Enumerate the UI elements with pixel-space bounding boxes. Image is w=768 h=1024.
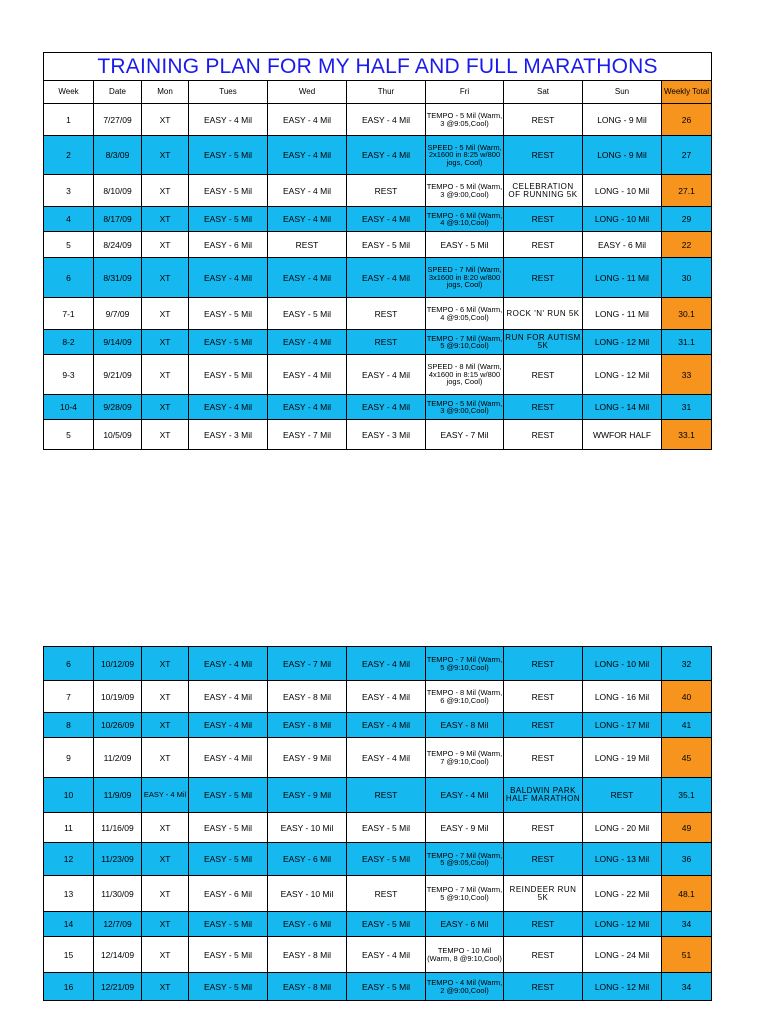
cell-tues: EASY - 6 Mil: [189, 876, 268, 912]
cell-wed: EASY - 4 Mil: [268, 355, 347, 395]
cell-thur: EASY - 4 Mil: [347, 104, 426, 136]
cell-mon: XT: [142, 647, 189, 681]
cell-thur: EASY - 4 Mil: [347, 713, 426, 738]
cell-wed: EASY - 4 Mil: [268, 258, 347, 298]
table-row: [44, 843, 712, 876]
cell-date: 12/21/09: [94, 973, 142, 1001]
cell-sat: REST: [504, 937, 583, 973]
cell-fri: EASY - 6 Mil: [426, 912, 504, 937]
cell-sat: REST: [504, 912, 583, 937]
cell-fri: EASY - 9 Mil: [426, 813, 504, 843]
cell-sat: BALDWIN PARK HALF MARATHON: [504, 778, 583, 813]
cell-week: 12: [44, 843, 94, 876]
cell-weekly-total: 36: [662, 843, 712, 876]
cell-thur: EASY - 5 Mil: [347, 912, 426, 937]
cell-wed: EASY - 4 Mil: [268, 395, 347, 420]
cell-thur: EASY - 4 Mil: [347, 738, 426, 778]
table-row: [44, 258, 712, 298]
cell-date: 10/19/09: [94, 681, 142, 713]
cell-sat: REST: [504, 647, 583, 681]
table-row: [44, 973, 712, 1001]
cell-thur: EASY - 3 Mil: [347, 420, 426, 450]
cell-sat: REST: [504, 813, 583, 843]
cell-wed: EASY - 9 Mil: [268, 738, 347, 778]
cell-tues: EASY - 5 Mil: [189, 330, 268, 355]
cell-mon: XT: [142, 298, 189, 330]
cell-tues: EASY - 4 Mil: [189, 104, 268, 136]
cell-fri: TEMPO - 5 Mil (Warm, 3 @9:05,Cool): [426, 104, 504, 136]
cell-fri: SPEED - 5 Mil (Warm, 2x1600 in 8:25 w/800 jogs, Cool): [426, 136, 504, 175]
cell-week: 10: [44, 778, 94, 813]
cell-sat: REST: [504, 738, 583, 778]
cell-date: 8/17/09: [94, 207, 142, 232]
cell-week: 7: [44, 681, 94, 713]
cell-fri: TEMPO - 7 Mil (Warm, 5 @9:10,Cool): [426, 647, 504, 681]
cell-sat: REST: [504, 713, 583, 738]
cell-fri: TEMPO - 5 Mil (Warm, 3 @9:00,Cool): [426, 175, 504, 207]
cell-mon: XT: [142, 207, 189, 232]
header-sun: Sun: [583, 81, 662, 104]
header-tues: Tues: [189, 81, 268, 104]
cell-mon: XT: [142, 738, 189, 778]
cell-week: 10-4: [44, 395, 94, 420]
header-date: Date: [94, 81, 142, 104]
cell-mon: XT: [142, 330, 189, 355]
cell-wed: EASY - 4 Mil: [268, 104, 347, 136]
cell-mon: XT: [142, 937, 189, 973]
cell-date: 11/30/09: [94, 876, 142, 912]
cell-week: 1: [44, 104, 94, 136]
cell-sun: LONG - 12 Mil: [583, 355, 662, 395]
cell-weekly-total: 41: [662, 713, 712, 738]
cell-fri: TEMPO - 9 Mil (Warm, 7 @9:10,Cool): [426, 738, 504, 778]
cell-sun: LONG - 22 Mil: [583, 876, 662, 912]
cell-tues: EASY - 4 Mil: [189, 713, 268, 738]
cell-week: 2: [44, 136, 94, 175]
cell-thur: EASY - 4 Mil: [347, 647, 426, 681]
cell-tues: EASY - 5 Mil: [189, 912, 268, 937]
table-row: [44, 298, 712, 330]
table-row: [44, 713, 712, 738]
cell-tues: EASY - 5 Mil: [189, 355, 268, 395]
cell-weekly-total: 31: [662, 395, 712, 420]
cell-tues: EASY - 4 Mil: [189, 681, 268, 713]
cell-sun: LONG - 13 Mil: [583, 843, 662, 876]
cell-wed: EASY - 7 Mil: [268, 647, 347, 681]
cell-weekly-total: 34: [662, 973, 712, 1001]
cell-weekly-total: 29: [662, 207, 712, 232]
cell-fri: TEMPO - 4 Mil (Warm, 2 @9:00,Cool): [426, 973, 504, 1001]
cell-thur: REST: [347, 330, 426, 355]
cell-tues: EASY - 4 Mil: [189, 395, 268, 420]
cell-fri: TEMPO - 7 Mil (Warm, 5 @9:10,Cool): [426, 876, 504, 912]
cell-fri: TEMPO - 6 Mil (Warm, 4 @9:10,Cool): [426, 207, 504, 232]
cell-mon: XT: [142, 395, 189, 420]
cell-week: 11: [44, 813, 94, 843]
cell-weekly-total: 40: [662, 681, 712, 713]
cell-sat: REST: [504, 355, 583, 395]
cell-fri: SPEED - 8 Mil (Warm, 4x1600 in 8:15 w/800 jogs, Cool): [426, 355, 504, 395]
cell-thur: EASY - 4 Mil: [347, 207, 426, 232]
cell-weekly-total: 45: [662, 738, 712, 778]
cell-date: 8/31/09: [94, 258, 142, 298]
table-row: [44, 937, 712, 973]
cell-thur: REST: [347, 876, 426, 912]
table-row: [44, 136, 712, 175]
header-fri: Fri: [426, 81, 504, 104]
cell-sat: REST: [504, 681, 583, 713]
cell-date: 11/2/09: [94, 738, 142, 778]
cell-week: 13: [44, 876, 94, 912]
header-week: Week: [44, 81, 94, 104]
cell-fri: TEMPO - 5 Mil (Warm, 3 @9:00,Cool): [426, 395, 504, 420]
cell-thur: REST: [347, 175, 426, 207]
cell-mon: XT: [142, 876, 189, 912]
cell-sat: REST: [504, 104, 583, 136]
cell-wed: EASY - 4 Mil: [268, 207, 347, 232]
cell-week: 5: [44, 420, 94, 450]
cell-sun: WWFOR HALF: [583, 420, 662, 450]
cell-sun: LONG - 10 Mil: [583, 207, 662, 232]
cell-weekly-total: 26: [662, 104, 712, 136]
cell-tues: EASY - 5 Mil: [189, 843, 268, 876]
cell-mon: XT: [142, 713, 189, 738]
table-row: [44, 647, 712, 681]
cell-fri: TEMPO - 7 Mil (Warm, 5 @9:10,Cool): [426, 330, 504, 355]
table-row: [44, 175, 712, 207]
table-row: [44, 395, 712, 420]
table-row: [44, 207, 712, 232]
cell-wed: EASY - 6 Mil: [268, 912, 347, 937]
cell-week: 6: [44, 258, 94, 298]
cell-week: 8-2: [44, 330, 94, 355]
cell-wed: EASY - 9 Mil: [268, 778, 347, 813]
table-row: [44, 330, 712, 355]
cell-mon: XT: [142, 232, 189, 258]
cell-tues: EASY - 4 Mil: [189, 258, 268, 298]
cell-mon: XT: [142, 813, 189, 843]
training-table-part-1: [43, 52, 712, 450]
cell-sat: REST: [504, 232, 583, 258]
cell-week: 6: [44, 647, 94, 681]
cell-week: 5: [44, 232, 94, 258]
plan-title: TRAINING PLAN FOR MY HALF AND FULL MARATHONS: [44, 53, 712, 81]
cell-mon: XT: [142, 681, 189, 713]
cell-weekly-total: 51: [662, 937, 712, 973]
cell-weekly-total: 30: [662, 258, 712, 298]
cell-date: 10/26/09: [94, 713, 142, 738]
cell-sat: REST: [504, 395, 583, 420]
cell-weekly-total: 27.1: [662, 175, 712, 207]
cell-date: 9/14/09: [94, 330, 142, 355]
cell-thur: EASY - 5 Mil: [347, 232, 426, 258]
cell-wed: EASY - 8 Mil: [268, 681, 347, 713]
cell-mon: XT: [142, 843, 189, 876]
cell-wed: EASY - 7 Mil: [268, 420, 347, 450]
table-row: [44, 778, 712, 813]
table-row: [44, 912, 712, 937]
cell-wed: EASY - 4 Mil: [268, 136, 347, 175]
cell-sun: LONG - 24 Mil: [583, 937, 662, 973]
cell-tues: EASY - 5 Mil: [189, 973, 268, 1001]
cell-date: 11/9/09: [94, 778, 142, 813]
cell-date: 10/12/09: [94, 647, 142, 681]
table-row: [44, 232, 712, 258]
cell-wed: EASY - 4 Mil: [268, 330, 347, 355]
cell-mon: XT: [142, 258, 189, 298]
header-wed: Wed: [268, 81, 347, 104]
cell-tues: EASY - 6 Mil: [189, 232, 268, 258]
cell-sat: RUN FOR AUTISM 5K: [504, 330, 583, 355]
cell-weekly-total: 31.1: [662, 330, 712, 355]
cell-mon: XT: [142, 104, 189, 136]
cell-thur: EASY - 4 Mil: [347, 681, 426, 713]
cell-sat: REST: [504, 258, 583, 298]
cell-tues: EASY - 4 Mil: [189, 647, 268, 681]
header-sat: Sat: [504, 81, 583, 104]
cell-fri: EASY - 8 Mil: [426, 713, 504, 738]
cell-thur: EASY - 4 Mil: [347, 395, 426, 420]
cell-thur: REST: [347, 778, 426, 813]
cell-sun: LONG - 10 Mil: [583, 175, 662, 207]
cell-thur: EASY - 4 Mil: [347, 136, 426, 175]
cell-mon: XT: [142, 175, 189, 207]
cell-thur: EASY - 4 Mil: [347, 355, 426, 395]
cell-sun: LONG - 12 Mil: [583, 330, 662, 355]
cell-date: 9/7/09: [94, 298, 142, 330]
cell-wed: EASY - 10 Mil: [268, 813, 347, 843]
cell-wed: EASY - 4 Mil: [268, 175, 347, 207]
cell-sun: LONG - 17 Mil: [583, 713, 662, 738]
cell-thur: EASY - 5 Mil: [347, 843, 426, 876]
cell-sat: CELEBRATION OF RUNNING 5K: [504, 175, 583, 207]
cell-weekly-total: 35.1: [662, 778, 712, 813]
cell-weekly-total: 22: [662, 232, 712, 258]
cell-week: 9: [44, 738, 94, 778]
cell-fri: TEMPO - 7 Mil (Warm, 5 @9:05,Cool): [426, 843, 504, 876]
cell-sun: LONG - 11 Mil: [583, 298, 662, 330]
cell-sat: ROCK 'N' RUN 5K: [504, 298, 583, 330]
cell-mon: EASY - 4 Mil: [142, 778, 189, 813]
cell-tues: EASY - 5 Mil: [189, 175, 268, 207]
cell-thur: REST: [347, 298, 426, 330]
header-row: [44, 81, 712, 104]
cell-sun: LONG - 12 Mil: [583, 973, 662, 1001]
cell-wed: EASY - 6 Mil: [268, 843, 347, 876]
cell-wed: EASY - 10 Mil: [268, 876, 347, 912]
cell-sun: LONG - 20 Mil: [583, 813, 662, 843]
cell-tues: EASY - 4 Mil: [189, 738, 268, 778]
cell-fri: SPEED - 7 Mil (Warm, 3x1600 in 8:20 w/800 jogs, Cool): [426, 258, 504, 298]
cell-tues: EASY - 5 Mil: [189, 298, 268, 330]
cell-thur: EASY - 4 Mil: [347, 258, 426, 298]
cell-week: 14: [44, 912, 94, 937]
cell-date: 7/27/09: [94, 104, 142, 136]
training-table-part-2: [43, 646, 712, 1001]
cell-date: 11/16/09: [94, 813, 142, 843]
cell-sun: LONG - 9 Mil: [583, 104, 662, 136]
cell-sun: LONG - 11 Mil: [583, 258, 662, 298]
cell-thur: EASY - 4 Mil: [347, 937, 426, 973]
cell-sat: REINDEER RUN 5K: [504, 876, 583, 912]
cell-weekly-total: 48.1: [662, 876, 712, 912]
cell-sun: LONG - 9 Mil: [583, 136, 662, 175]
cell-wed: EASY - 8 Mil: [268, 937, 347, 973]
header-mon: Mon: [142, 81, 189, 104]
cell-week: 3: [44, 175, 94, 207]
cell-date: 8/10/09: [94, 175, 142, 207]
cell-tues: EASY - 5 Mil: [189, 136, 268, 175]
cell-week: 8: [44, 713, 94, 738]
cell-weekly-total: 27: [662, 136, 712, 175]
cell-weekly-total: 49: [662, 813, 712, 843]
table-row: [44, 355, 712, 395]
table-row: [44, 420, 712, 450]
cell-week: 4: [44, 207, 94, 232]
cell-weekly-total: 32: [662, 647, 712, 681]
cell-date: 12/14/09: [94, 937, 142, 973]
cell-weekly-total: 30.1: [662, 298, 712, 330]
cell-tues: EASY - 5 Mil: [189, 778, 268, 813]
cell-tues: EASY - 5 Mil: [189, 207, 268, 232]
cell-fri: TEMPO - 6 Mil (Warm, 4 @9:05,Cool): [426, 298, 504, 330]
table-row: [44, 738, 712, 778]
table-row: [44, 813, 712, 843]
cell-mon: XT: [142, 912, 189, 937]
table-row: [44, 681, 712, 713]
cell-wed: EASY - 8 Mil: [268, 973, 347, 1001]
cell-fri: EASY - 7 Mil: [426, 420, 504, 450]
cell-mon: XT: [142, 355, 189, 395]
cell-wed: EASY - 5 Mil: [268, 298, 347, 330]
cell-thur: EASY - 5 Mil: [347, 813, 426, 843]
cell-sun: REST: [583, 778, 662, 813]
cell-mon: XT: [142, 136, 189, 175]
cell-sat: REST: [504, 136, 583, 175]
cell-weekly-total: 34: [662, 912, 712, 937]
cell-sun: EASY - 6 Mil: [583, 232, 662, 258]
cell-tues: EASY - 5 Mil: [189, 937, 268, 973]
cell-wed: REST: [268, 232, 347, 258]
cell-week: 9-3: [44, 355, 94, 395]
cell-week: 15: [44, 937, 94, 973]
cell-weekly-total: 33: [662, 355, 712, 395]
cell-date: 12/7/09: [94, 912, 142, 937]
cell-fri: EASY - 5 Mil: [426, 232, 504, 258]
cell-thur: EASY - 5 Mil: [347, 973, 426, 1001]
cell-tues: EASY - 3 Mil: [189, 420, 268, 450]
cell-tues: EASY - 5 Mil: [189, 813, 268, 843]
cell-week: 16: [44, 973, 94, 1001]
cell-wed: EASY - 8 Mil: [268, 713, 347, 738]
cell-date: 9/21/09: [94, 355, 142, 395]
cell-sat: REST: [504, 973, 583, 1001]
cell-weekly-total: 33.1: [662, 420, 712, 450]
table-row: [44, 876, 712, 912]
cell-fri: TEMPO - 10 Mil (Warm, 8 @9:10,Cool): [426, 937, 504, 973]
cell-sun: LONG - 16 Mil: [583, 681, 662, 713]
cell-date: 8/24/09: [94, 232, 142, 258]
cell-sun: LONG - 19 Mil: [583, 738, 662, 778]
cell-fri: EASY - 4 Mil: [426, 778, 504, 813]
cell-date: 10/5/09: [94, 420, 142, 450]
cell-sat: REST: [504, 207, 583, 232]
cell-sat: REST: [504, 420, 583, 450]
cell-sun: LONG - 14 Mil: [583, 395, 662, 420]
cell-fri: TEMPO - 8 Mil (Warm, 6 @9:10,Cool): [426, 681, 504, 713]
cell-sat: REST: [504, 843, 583, 876]
cell-mon: XT: [142, 973, 189, 1001]
cell-week: 7-1: [44, 298, 94, 330]
cell-sun: LONG - 12 Mil: [583, 912, 662, 937]
cell-mon: XT: [142, 420, 189, 450]
cell-date: 9/28/09: [94, 395, 142, 420]
header-weekly-total: Weekly Total: [662, 81, 712, 104]
cell-date: 11/23/09: [94, 843, 142, 876]
table-row: [44, 104, 712, 136]
cell-date: 8/3/09: [94, 136, 142, 175]
cell-sun: LONG - 10 Mil: [583, 647, 662, 681]
header-thur: Thur: [347, 81, 426, 104]
